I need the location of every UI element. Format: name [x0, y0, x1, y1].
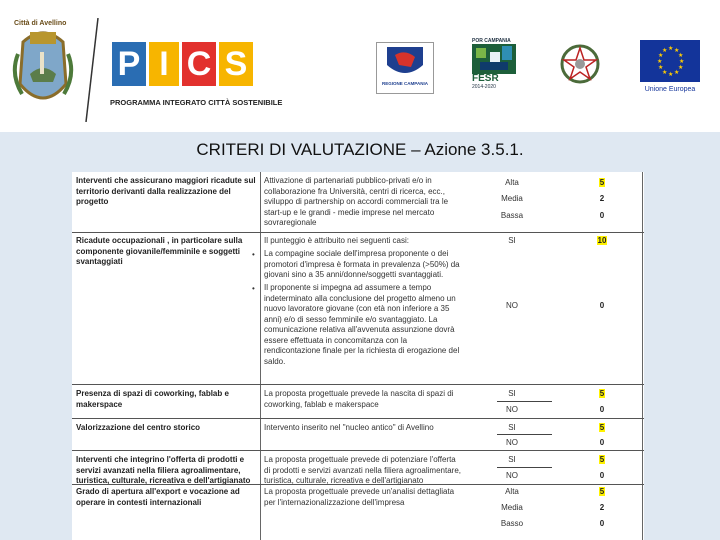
- svg-text:★: ★: [658, 52, 664, 59]
- svg-text:★: ★: [668, 45, 674, 52]
- fesr-label: FESR: [472, 73, 499, 84]
- criterion-cell: Valorizzazione del centro storico: [76, 423, 201, 432]
- level-score: 0: [599, 438, 605, 447]
- fesr-years: 2014-2020: [472, 84, 496, 90]
- level-score: 0: [599, 405, 605, 414]
- level-score: 2: [599, 194, 605, 203]
- level-label: Alta: [505, 487, 519, 496]
- divider-slash: [84, 18, 100, 122]
- level-separator: [497, 401, 552, 402]
- description-intro: Il punteggio è attribuito nei seguenti casi:: [264, 236, 409, 245]
- description-cell: Attivazione di partenariati pubblico-privati e/o in collaborazione fra Università, centri di ricerca, ecc., sviluppo di partnership on accordi commerciali tra le start-up e le grandi - medie imprese nel mercato sovraregionale: [264, 176, 449, 227]
- score-value: 5: [599, 423, 605, 432]
- level-label: Alta: [505, 178, 519, 187]
- pics-letter-c: C: [182, 42, 216, 86]
- level-score: [592, 389, 612, 398]
- svg-text:★: ★: [668, 71, 674, 78]
- level-score: [592, 455, 612, 464]
- table-row: [72, 232, 644, 385]
- table-row: [72, 384, 644, 419]
- svg-text:★: ★: [662, 47, 668, 54]
- level-score: 2: [599, 503, 605, 512]
- svg-text:★: ★: [678, 64, 684, 71]
- criterion-cell: Presenza di spazi di coworking, fablab e makerspace: [76, 389, 229, 409]
- score-value: 10: [597, 236, 607, 245]
- table-row: [72, 172, 644, 232]
- bullet-icon: •: [252, 250, 255, 259]
- pics-letter-i: I: [149, 42, 179, 86]
- regione-campania-logo: [376, 42, 434, 94]
- level-label: NO: [506, 471, 518, 480]
- svg-text:★: ★: [674, 47, 680, 54]
- criterion-cell: Interventi che integrino l'offerta di prodotti e servizi avanzati nella filiera agroalimentare, turistica, culturale, ricreativa e dell'artigianato: [76, 455, 251, 485]
- header-logos: [0, 0, 720, 132]
- pics-letter-p: P: [112, 42, 146, 86]
- level-score: [592, 178, 612, 187]
- table-row: [72, 418, 644, 451]
- level-label: SI: [508, 423, 516, 432]
- regione-campania-shield-icon: [377, 43, 433, 81]
- level-score: 0: [599, 211, 605, 220]
- table-row: [72, 484, 644, 540]
- avellino-crest-logo: [8, 14, 78, 114]
- level-score: 0: [599, 301, 605, 310]
- eu-label: Unione Europea: [644, 86, 696, 93]
- description-bullet: Il proponente si impegna ad assumere a tempo indeterminato alla conclusione del progetto almeno un nuovo lavoratore giovane (con età non inferiore a 35 anni) e/o di sesso femminile e/o svantaggiato. La comunicazione relativa all'avvenuta assunzione dovrà essere effettuata in concomitanza con la rendicontazione finale per la richiesta di erogazione del saldo.: [264, 283, 460, 366]
- level-label: Bassa: [500, 211, 524, 220]
- score-value: 5: [599, 487, 605, 496]
- level-label: NO: [506, 438, 518, 447]
- level-label: Media: [501, 503, 523, 512]
- bullet-icon: •: [252, 284, 255, 293]
- description-bullet: La compagine sociale dell'impresa proponente o dei promotori d'impresa è formata in prevalenza (>50%) da giovani sino a 35 anni/donne/soggetti svantaggiati.: [264, 249, 460, 279]
- svg-text:★: ★: [678, 52, 684, 59]
- level-label: Basso: [500, 519, 524, 528]
- regione-campania-label: REGIONE CAMPANIA: [382, 81, 428, 86]
- fesr-pattern-icon: [472, 44, 516, 74]
- level-label: SI: [508, 455, 516, 464]
- level-label: NO: [506, 405, 518, 414]
- italian-republic-emblem-logo: [560, 42, 600, 88]
- por-label: POR CAMPANIA: [472, 38, 511, 44]
- level-label: SI: [508, 236, 516, 245]
- description-cell: Intervento inserito nel "nucleo antico" di Avellino: [264, 423, 434, 432]
- eu-flag-icon: [640, 40, 700, 82]
- level-score: 0: [599, 471, 605, 480]
- score-value: 5: [599, 389, 605, 398]
- level-label: Media: [501, 194, 523, 203]
- score-value: 5: [599, 178, 605, 187]
- por-fesr-logo: [472, 38, 516, 98]
- level-score: [592, 423, 612, 432]
- eu-logo: [640, 40, 700, 93]
- criterion-cell: Interventi che assicurano maggiori ricadute sul territorio derivanti dalla realizzazione del progetto: [76, 176, 256, 206]
- level-score: 0: [599, 519, 605, 528]
- description-cell: La proposta progettuale prevede un'analisi dettagliata per l'internazionalizzazione dell'impresa: [264, 487, 455, 507]
- score-value: 5: [599, 455, 605, 464]
- svg-text:★: ★: [658, 64, 664, 71]
- svg-text:★: ★: [657, 58, 663, 65]
- level-label: SI: [508, 389, 516, 398]
- level-separator: [497, 434, 552, 435]
- svg-text:★: ★: [679, 58, 685, 65]
- description-cell: La proposta progettuale prevede di potenziare l'offerta di prodotti e servizi avanzati nella filiera agroalimentare, turistica, culturale, ricreativa e dell'artigianato: [264, 455, 461, 485]
- level-score: [592, 487, 612, 496]
- pics-letter-s: S: [219, 42, 253, 86]
- criterion-cell: Ricadute occupazionali , in particolare sulla componente giovanile/femminile e soggetti svantaggiati: [76, 236, 243, 266]
- page-title: CRITERI DI VALUTAZIONE – Azione 3.5.1.: [196, 140, 524, 159]
- city-label: Città di Avellino: [14, 20, 67, 27]
- table-row: [72, 450, 644, 485]
- criterion-cell: Grado di apertura all'export e vocazione ad operare in contesti internazionali: [76, 487, 240, 507]
- pics-logo: [112, 42, 253, 86]
- level-label: NO: [506, 301, 518, 310]
- criteria-table: [72, 172, 644, 540]
- pics-subtitle: PROGRAMMA INTEGRATO CITTÀ SOSTENIBILE: [110, 98, 283, 107]
- svg-text:★: ★: [662, 69, 668, 76]
- description-cell: La proposta progettuale prevede la nascita di spazi di coworking, fablab e makerspace: [264, 389, 454, 409]
- level-score: [592, 236, 612, 245]
- level-separator: [497, 467, 552, 468]
- svg-text:★: ★: [674, 69, 680, 76]
